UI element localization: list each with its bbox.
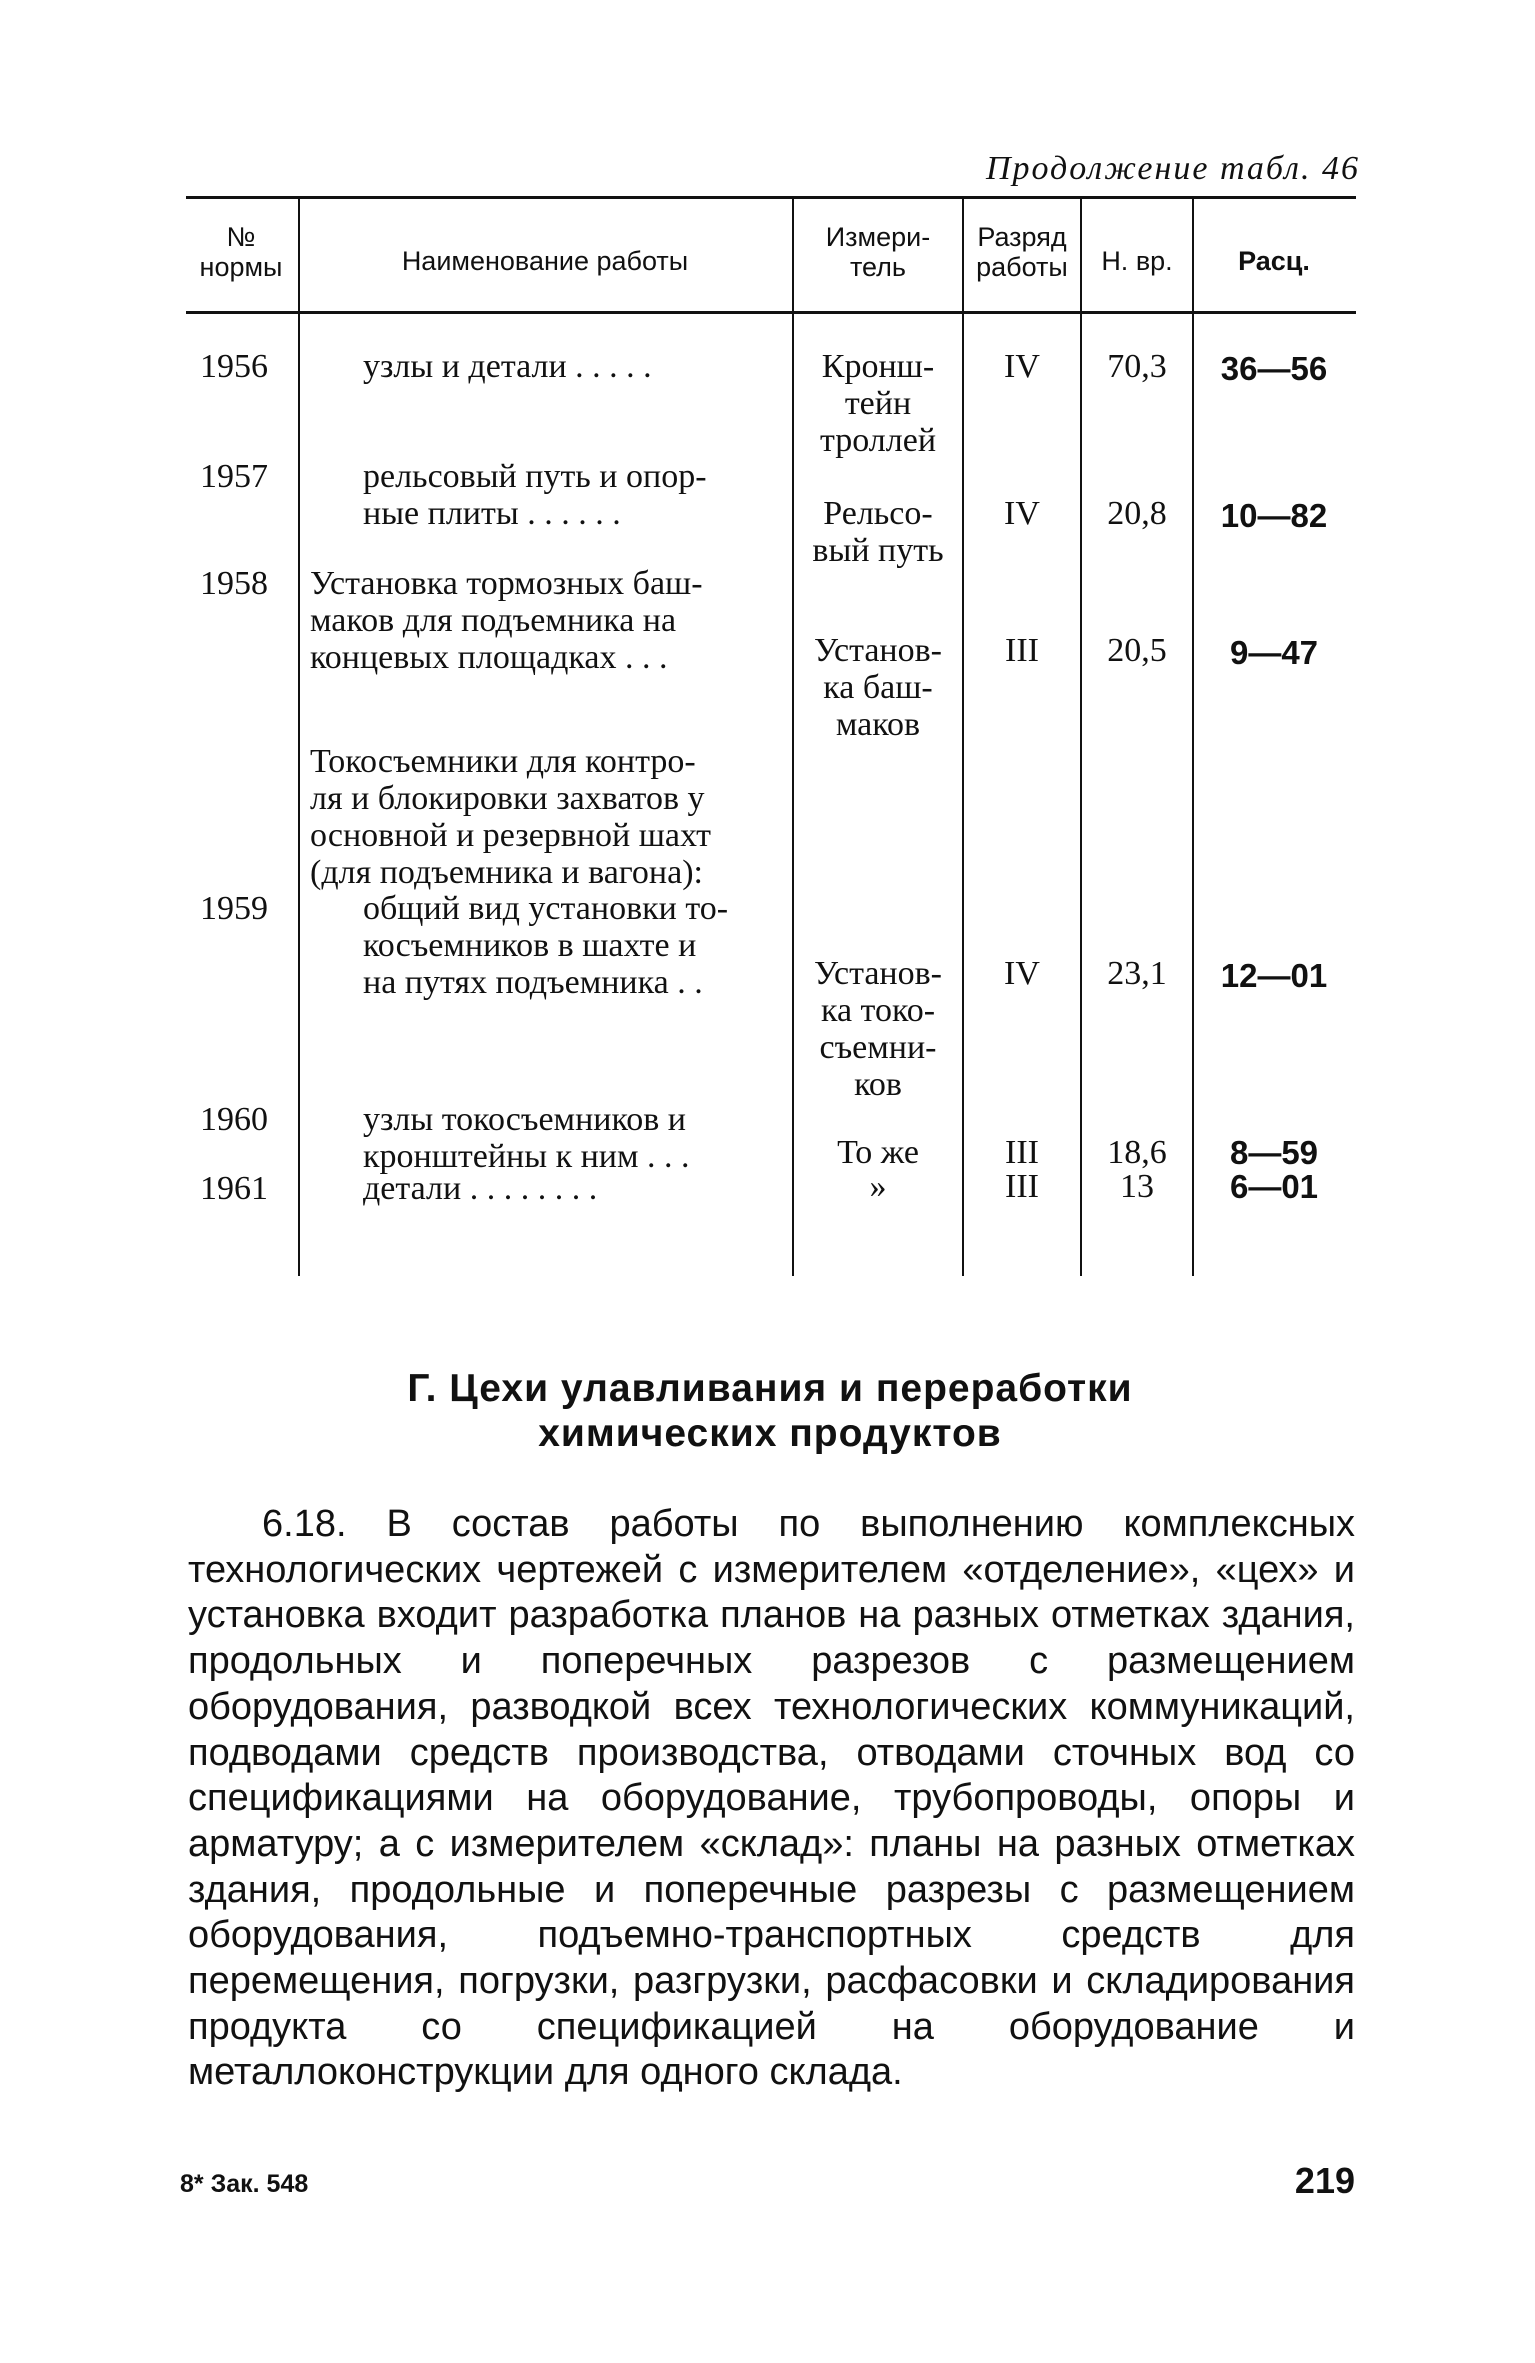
section-heading: Г. Цехи улавливания и переработки химических продуктов	[407, 1367, 1133, 1455]
row-norm: 1956	[200, 348, 268, 385]
header-cost: Расц.	[1238, 246, 1310, 276]
row-name: узлы и детали . . . . .	[363, 348, 652, 385]
table-header-rule	[186, 311, 1356, 314]
header-time: Н. вр.	[1101, 246, 1173, 276]
row-grade: III	[1005, 632, 1039, 669]
table-top-rule	[186, 196, 1356, 199]
row-time: 23,1	[1107, 955, 1167, 992]
row-time: 70,3	[1107, 348, 1167, 385]
page-number: 219	[1294, 2160, 1355, 2201]
row-norm: 1961	[200, 1170, 268, 1207]
header-grade: Разряд работы	[976, 222, 1068, 282]
row-cost: 6—01	[1229, 1168, 1319, 1205]
row-name: общий вид установки то- косъемников в шахте и на путях подъемника . .	[363, 890, 729, 1001]
row-cost: 10—82	[1220, 497, 1328, 534]
row-cost: 12—01	[1220, 957, 1328, 994]
row-time: 20,8	[1107, 495, 1167, 532]
row-grade: IV	[1004, 495, 1040, 532]
header-measure: Измери- тель	[825, 222, 931, 282]
column-divider	[298, 198, 300, 1276]
header-norm: № нормы	[199, 222, 283, 282]
row-norm: 1960	[200, 1101, 268, 1138]
header-work-name: Наименование работы	[401, 246, 689, 276]
row-norm: 1959	[200, 890, 268, 927]
row-cost: 36—56	[1220, 350, 1328, 387]
row-time: 13	[1120, 1168, 1154, 1205]
row-measure: Рельсо- вый путь	[812, 495, 944, 569]
row-norm: 1958	[200, 565, 268, 602]
row-measure: Установ- ка токо- съемни- ков	[813, 955, 942, 1103]
row-measure: »	[869, 1168, 887, 1205]
row-name: узлы токосъемников и кронштейны к ним . . .	[363, 1101, 690, 1175]
row-norm: 1957	[200, 458, 268, 495]
row-time: 18,6	[1107, 1134, 1167, 1171]
row-name: детали . . . . . . . .	[363, 1170, 598, 1207]
row-grade: III	[1005, 1168, 1039, 1205]
row-time: 20,5	[1107, 632, 1167, 669]
row-name: Установка тормозных баш- маков для подъемника на концевых площадках . . .	[310, 565, 703, 676]
row-grade: III	[1005, 1134, 1039, 1171]
row-measure: Кронш- тейн троллей	[819, 348, 937, 459]
row-group-name: Токосъемники для контро- ля и блокировки захватов у основной и резервной шахт (для подъемника и вагона):	[310, 743, 712, 891]
body-paragraph: 6.18. В состав работы по выполнению комплексных технологических чертежей с измерителем «отделение», «цех» и установка входит разработка планов на разных отметках здания, продольных и поперечных разрезов с размещением оборудования, разводкой всех технологических коммуникаций, подводами средств производства, отводами сточных вод со спецификациями на оборудование, трубопроводы, опоры и арматуру; а с измерителем «склад»: планы на разных отметках здания, продольные и поперечные разрезы с размещением оборудования, подъемно-транспортных средств для перемещения, погрузки, разгрузки, расфасовки и складирования продукта со спецификацией на оборудование и металлоконструкции для одного склада.	[188, 1503, 1355, 2094]
table-continuation-caption: Продолжение табл. 46	[985, 150, 1360, 187]
row-cost: 9—47	[1229, 634, 1319, 671]
row-name: рельсовый путь и опор- ные плиты . . . . . .	[363, 458, 707, 532]
row-grade: IV	[1004, 348, 1040, 385]
footer-print-order: 8* Зак. 548	[180, 2170, 309, 2198]
row-measure: Установ- ка баш- маков	[813, 632, 942, 743]
row-measure: То же	[837, 1134, 919, 1171]
row-cost: 8—59	[1229, 1134, 1319, 1171]
row-grade: IV	[1004, 955, 1040, 992]
